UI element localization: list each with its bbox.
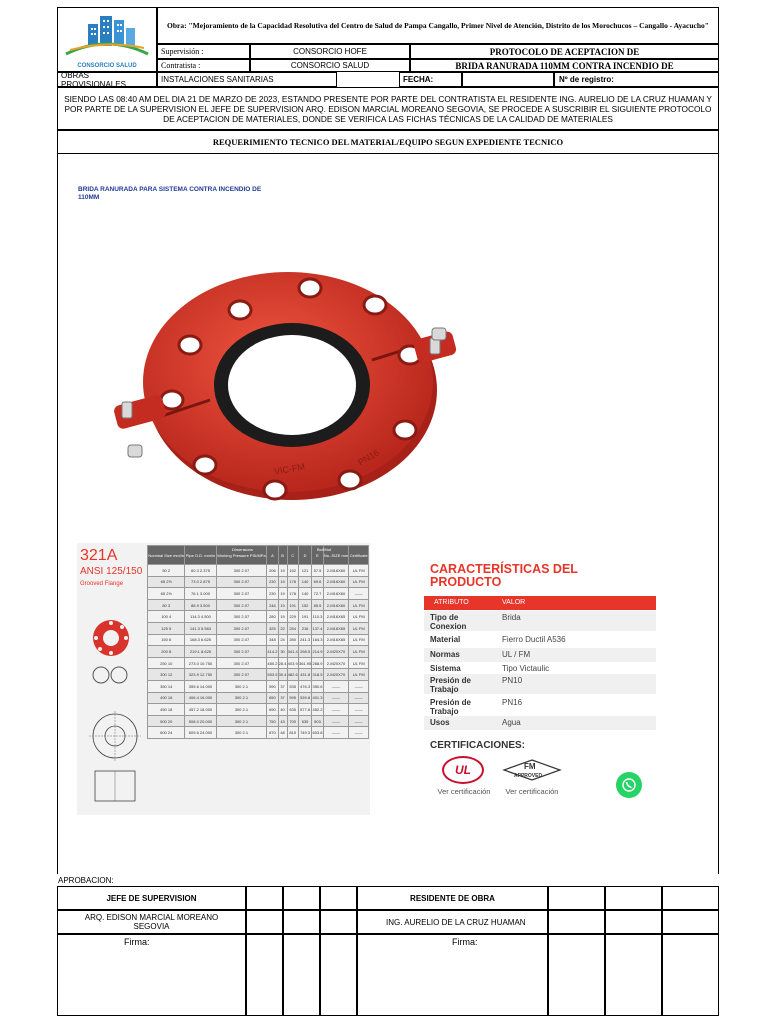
spec-col-header: Pipe O.D. mm/in [185,546,216,565]
spec-cell: —— [323,727,349,739]
spec-cell: 178 [287,576,298,588]
technical-drawing-icon [85,711,145,806]
spec-row [148,646,369,658]
spec-cell: 22 [278,622,287,634]
small-flange-icon [91,618,131,658]
characteristic-attr: Presión de Trabajo [430,698,471,716]
spec-col-header: E [312,546,323,565]
characteristic-attr: Material [430,635,461,644]
spec-model: 321A [80,547,118,564]
contratista-value: CONSORCIO SALUD [250,59,410,72]
jefe-name: ARQ. EDISON MARCIAL MOREANO SEGOVIA [57,910,246,934]
spec-cell: 2-M16X60 [323,599,349,611]
spec-cell: 178 [287,588,298,600]
spec-cell: 300 2.1 [216,715,267,727]
spec-cell: 152 [298,599,312,611]
spec-cell: 508.0 20.000 [185,715,216,727]
spec-cell: 114.3 4.500 [185,611,216,623]
spec-cell: 100 4 [148,611,185,623]
spec-cell: 254 [287,622,298,634]
spec-cell: 268.9 [312,657,323,669]
spec-cell: 749.3 [298,727,312,739]
spec-cell: 273.0 10.750 [185,657,216,669]
spec-cell: UL FM [349,622,369,634]
spec-cell: 503 [312,715,323,727]
spec-row [148,692,369,704]
spec-cell: 141.3 5.563 [185,622,216,634]
spec-cell: 553.5 [267,669,278,681]
blank-cell [662,934,719,1016]
col-valor: VALOR [502,599,526,606]
characteristic-attr: Presión de Trabajo [430,676,471,694]
spec-cell: 28.4 [278,657,287,669]
spec-cell: 19 [278,565,287,577]
jefe-header: JEFE DE SUPERVISION [57,886,246,910]
obras-provisionales: OBRAS PROVISIONALES [57,72,157,87]
spec-row [148,669,369,681]
spec-standard: ANSI 125/150 [80,566,143,577]
spec-cell: 690 [267,704,278,716]
spec-cell: 300 2.07 [216,611,267,623]
spec-cell: 452.2 [312,704,323,716]
spec-cell: 241.3 [298,634,312,646]
spec-cell: 230 [267,588,278,600]
blank-cell [662,910,719,934]
spec-cell: 57.5 [312,565,323,577]
spec-cell: 76.1 3.000 [185,588,216,600]
spec-cell: 300 2.07 [216,576,267,588]
characteristic-attr: Normas [430,650,460,659]
spec-row [148,599,369,611]
spec-cell: —— [349,692,369,704]
spec-cell: 450 18 [148,704,185,716]
product-caption: BRIDA RANURADA PARA SISTEMA CONTRA INCENDIO DE 110MM [78,186,262,201]
spec-cell: 19 [278,599,287,611]
spec-cell: —— [349,704,369,716]
characteristics-card [416,556,664,810]
spec-cell: 300 2.1 [216,680,267,692]
characteristic-value: Agua [502,718,521,727]
spec-cell: 414.2 [267,646,278,658]
spec-cell: UL FM [349,611,369,623]
spec-cell: 318.5 [312,669,323,681]
spec-cell: 609.6 24.000 [185,727,216,739]
whatsapp-icon[interactable] [616,772,642,798]
spec-cell: 168.3 6.625 [185,634,216,646]
spec-cell: 355.6 14.000 [185,680,216,692]
spec-cell: 2-M16X60 [323,565,349,577]
spec-group-bolt: Bolt/Nut [317,547,332,552]
blank-cell [548,886,605,910]
characteristic-value: UL / FM [502,650,531,659]
spec-cell: UL FM [349,565,369,577]
ul-logo-text: UL [455,763,471,777]
spec-row [148,622,369,634]
spec-cell: —— [349,588,369,600]
spec-cell: 121 [298,565,312,577]
spec-cell: 300 2.07 [216,657,267,669]
firma-label: Firma: [452,937,478,947]
residente-name: ING. AURELIO DE LA CRUZ HUAMAN [357,910,548,934]
spec-cell: UL FM [349,657,369,669]
supervision-label: Supervisión : [157,44,250,59]
spec-cell: 73.0 2.875 [185,576,216,588]
spec-col-header: C [287,546,298,565]
blank-cell [320,886,357,910]
spec-cell: 300 2.1 [216,727,267,739]
spec-col-header: Certificate [349,546,369,565]
spec-cell: 2-M20X70 [323,646,349,658]
spec-row [148,680,369,692]
spec-cell: 37 [278,680,287,692]
spec-cell: 88.9 3.500 [185,599,216,611]
characteristic-value: Tipo Victaulic [502,664,550,673]
fm-approved-text: APPROVED [514,773,543,779]
firma-residente-cell[interactable] [357,934,548,1016]
characteristic-attr: Usos [430,718,450,727]
spec-cell: 480.2 [267,657,278,669]
spec-cell: 69.6 [312,576,323,588]
cert-title: CERTIFICACIONES: [430,740,525,751]
spec-cell: 750 [267,715,278,727]
spec-cell: 341.4 [287,646,298,658]
spec-cell: 140 [298,588,312,600]
spec-cell: UL FM [349,634,369,646]
spec-cell: 48 [278,727,287,739]
spec-cell: 110.3 [312,611,323,623]
spec-cell: —— [349,727,369,739]
spec-cell: 200 8 [148,646,185,658]
spec-cell: 2-M20X70 [323,669,349,681]
spec-cell: 40 [278,704,287,716]
spec-row [148,576,369,588]
logo-cell [57,7,157,72]
spec-sheet [77,543,370,815]
spec-cell: 216 [298,622,312,634]
blank-cell [662,886,719,910]
blank-cell [320,910,357,934]
spec-row [148,565,369,577]
spec-cell: 535 [287,680,298,692]
blank-cell [246,934,283,1016]
spec-cell: 30.4 [278,669,287,681]
spec-cell: —— [349,715,369,727]
blank-cell [320,934,357,1016]
blank-cell [283,886,320,910]
spec-cell: 246 [267,599,278,611]
spec-cell: 2-M16X60 [323,576,349,588]
protocol-subject: BRIDA RANURADA 110MM CONTRA INCENDIO DE [410,59,719,72]
spec-cell: 635 [298,715,312,727]
characteristic-value: Fierro Ductil A536 [502,635,566,644]
spec-cell: 325 [267,622,278,634]
spec-col-header: No.-SIZE mm [323,546,349,565]
spec-cell: 650 [267,692,278,704]
spec-cell: 482.6 [287,669,298,681]
spec-cell: 137.4 [312,622,323,634]
supervision-value: CONSORCIO HOFE [250,44,410,59]
spec-cell: 577.8 [298,704,312,716]
protocol-statement: SIENDO LAS 08:40 AM DEL DIA 21 DE MARZO DE 2023, ESTANDO PRESENTE POR PARTE DEL CONTRATISTA EL RESIDENTE ING. AURELIO DE LA CRUZ HUAMAN Y POR PARTE DE LA SUPERVISION EL JEFE DE SUPERVISION ARQ. EDISON MARCIAL MOREANO SEGOVIA, SE PROCEDE A SUSCRIBIR EL SIGUIENTE PROTOCOLO DE ACEPTACION DE MATERIALES, DONDE SE VERIFICA LAS FICHAS TÉCNICAS DE LA CALIDAD DE MATERIALES [57,87,719,130]
spec-cell: 50 2 [148,565,185,577]
spec-cell: 19 [278,611,287,623]
cert-link-fm[interactable]: Ver certificación [505,787,559,796]
blank-cell [246,886,283,910]
obra-title: Obra: "Mejoramiento de la Capacidad Resolutiva del Centro de Salud de Pampa Cangallo, Primer Nivel de Atención, Distrito de los Morochucos – Cangallo - Ayacucho" [157,7,719,44]
spec-col-header: A [267,546,278,565]
spec-cell: 300 2.1 [216,704,267,716]
blank-cell [605,886,662,910]
spec-cell: 457.2 18.000 [185,704,216,716]
spec-cell: 2-M16X65 [323,634,349,646]
blank-cell [548,934,605,1016]
blank-cell [246,910,283,934]
spec-cell: 85.5 [312,599,323,611]
spec-cell: 403.9 [287,657,298,669]
ul-logo-icon [442,756,484,784]
spec-cell: 65 2½ [148,576,185,588]
spec-row [148,727,369,739]
approval-table [57,886,719,1016]
spec-cell: 300 2.07 [216,599,267,611]
spec-cell: 80 3 [148,599,185,611]
spec-cell: 539.8 [298,692,312,704]
spec-cell: UL FM [349,646,369,658]
spec-cell: 431.8 [298,669,312,681]
registro-label: Nº de registro: [554,72,719,87]
residente-header: RESIDENTE DE OBRA [357,886,548,910]
spec-cell: 600 24 [148,727,185,739]
spec-col-header: B [278,546,287,565]
cert-link-ul[interactable]: Ver certificación [437,787,491,796]
spec-cell: 603.8 [312,727,323,739]
spec-cell: 700 [287,715,298,727]
spec-cell: 280 [267,611,278,623]
logo-text: CONSORCIO SALUD [77,63,137,69]
blank-cell [283,934,320,1016]
spec-cell: 2-M16X65 [323,622,349,634]
spec-cell: 300 2.07 [216,622,267,634]
spec-cell: 229 [287,611,298,623]
spec-cell: UL FM [349,669,369,681]
spec-cell: 43 [278,715,287,727]
characteristics-title-2: PRODUCTO [430,575,502,589]
blank-cell [605,910,662,934]
protocol-title: PROTOCOLO DE ACEPTACION DE [410,44,719,59]
spec-cell: 206 [267,565,278,577]
spec-row [148,611,369,623]
consorcio-logo-icon [58,10,156,62]
spec-cell: 37 [278,692,287,704]
characteristic-value: PN10 [502,676,523,685]
spec-cell: 350.6 [312,680,323,692]
spec-cell: 72.7 [312,588,323,600]
blank-cell [548,910,605,934]
spec-cell: —— [323,692,349,704]
spec-cell: 323.9 12.750 [185,669,216,681]
certification-marks-icon [91,665,131,685]
firma-supervision-cell[interactable] [57,934,246,1016]
spec-row [148,704,369,716]
fm-logo-text: FM [524,762,536,771]
spec-cell: 361.95 [298,657,312,669]
col-atributo: ATRIBUTO [434,599,469,606]
spec-subtitle: Grooved Flange [80,581,124,587]
fecha-label: FECHA: [399,72,462,87]
spec-cell: 635 [287,704,298,716]
spec-cell: —— [323,715,349,727]
characteristics-title-1: CARACTERÍSTICAS DEL [430,562,578,576]
blank-cell [605,934,662,1016]
spec-cell: —— [323,704,349,716]
characteristics-header [424,596,656,610]
spec-cell: UL FM [349,599,369,611]
spec-cell: 406.4 16.000 [185,692,216,704]
spec-cell: 280 [287,634,298,646]
spec-cell: 300 2.07 [216,634,267,646]
spec-cell: 300 2.07 [216,669,267,681]
blank-cell [283,910,320,934]
spec-cell: 150 6 [148,634,185,646]
spec-cell: 24 [278,634,287,646]
spec-cell: 19 [278,576,287,588]
spec-cell: 191 [287,599,298,611]
flange-mark-2: PN16 [356,447,381,468]
spec-col-header: Nominal Size mm/in [148,546,185,565]
instalaciones-sanitarias: INSTALACIONES SANITARIAS [157,72,337,87]
flange-mark-1: VIC-FM [273,461,306,477]
spec-cell: UL FM [349,576,369,588]
section-title: REQUERIMIENTO TECNICO DEL MATERIAL/EQUIPO SEGUN EXPEDIENTE TECNICO [57,130,719,154]
spec-cell: 870 [267,727,278,739]
spec-cell: 214.9 [312,646,323,658]
spec-cell: 590 [267,680,278,692]
spec-row [148,657,369,669]
spec-cell: 350 14 [148,680,185,692]
spec-cell: 191 [298,611,312,623]
firma-label: Firma: [124,937,150,947]
spec-cell: 2-M16X65 [323,611,349,623]
spec-col-header: Working Pressure PSI/MPa [216,546,267,565]
spec-cell: 401.3 [312,692,323,704]
spec-cell: 65 2½ [148,588,185,600]
characteristic-attr: Sistema [430,664,461,673]
fecha-value [462,72,554,87]
spec-cell: 595 [287,692,298,704]
spec-cell: 2-M20X70 [323,657,349,669]
spec-row [148,715,369,727]
flange-image [110,250,460,520]
characteristic-value: PN16 [502,698,523,707]
spec-row [148,634,369,646]
phone-icon [621,777,637,793]
spec-cell: 19 [278,588,287,600]
spec-cell: —— [349,680,369,692]
spec-cell: 219.1 8.625 [185,646,216,658]
spec-cell: 140 [298,576,312,588]
spec-cell: 300 2.07 [216,646,267,658]
spec-row [148,588,369,600]
spec-cell: 348 [267,634,278,646]
spec-cell: 300 12 [148,669,185,681]
spec-cell: 500 20 [148,715,185,727]
spec-cell: 298.5 [298,646,312,658]
spec-cell: 2-M16X60 [323,588,349,600]
spec-table [147,545,369,739]
spec-cell: 300 2.1 [216,692,267,704]
spec-cell: 815 [287,727,298,739]
spec-cell: 300 2.07 [216,588,267,600]
spec-cell: 300 2.07 [216,565,267,577]
spec-cell: 152 [287,565,298,577]
characteristic-attr: Tipo de Conexion [430,613,467,631]
spec-cell: 476.3 [298,680,312,692]
spec-cell: 30 [278,646,287,658]
approval-label: APROBACION: [58,876,114,885]
characteristic-value: Brida [502,613,521,622]
contratista-label: Contratista : [157,59,250,72]
spec-cell: —— [323,680,349,692]
spec-cell: 250 10 [148,657,185,669]
spec-cell: 125 5 [148,622,185,634]
spec-cell: 400 16 [148,692,185,704]
spec-cell: 164.3 [312,634,323,646]
spec-col-header: D [298,546,312,565]
spec-cell: 60.3 2.375 [185,565,216,577]
spec-cell: 230 [267,576,278,588]
spec-group-dimensions: Dimensions [232,547,253,552]
